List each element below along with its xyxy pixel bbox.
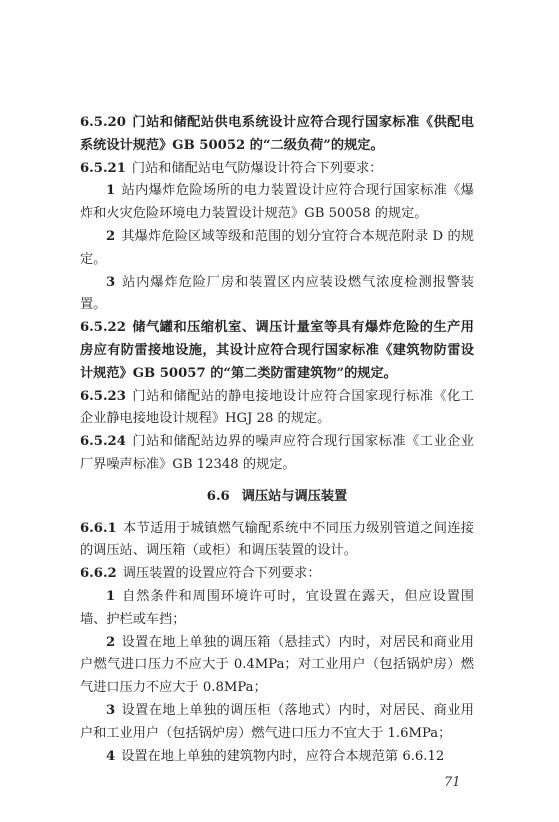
clause-6-6-2-item-3: 3 设置在地上单独的调压柜（落地式）内时，对居民、商业用户和工业用户（包括锅炉房）燃气进口压力不宜大于 1.6MPa； (80, 702, 474, 741)
clause-6-5-20: 6.5.20 门站和储配站供电系统设计应符合现行国家标准《供配电系统设计规范》GB 50052 的“二级负荷”的规定。 (80, 115, 474, 153)
clause-6-6-1: 6.6.1 本节适用于城镇燃气输配系统中不同压力级别管道之间连接的调压站、调压箱（或柜）和调压装置的设计。 (80, 520, 474, 559)
section-title: 调压站与调压装置 (241, 488, 348, 504)
section-heading (80, 486, 474, 509)
clause-6-6-2: 6.6.2 调压装置的设置应符合下列要求： (80, 566, 321, 582)
clause-6-5-21-item-3: 3 站内爆炸危险厂房和装置区内应装设燃气浓度检测报警装置。 (80, 274, 474, 313)
clause-6-5-21-item-2: 2 其爆炸危险区域等级和范围的划分宜符合本规范附录 D 的规定。 (80, 228, 474, 267)
clause-6-5-23: 6.5.23 门站和储配站的静电接地设计应符合国家现行标准《化工企业静电接地设计规程》HGJ 28 的规定。 (80, 388, 474, 427)
clause-6-6-2-item-2: 2 设置在地上单独的调压箱（悬挂式）内时，对居民和商业用户燃气进口压力不应大于 0.4MPa；对工业用户（包括锅炉房）燃气进口压力不应大于 0.8MPa； (80, 634, 474, 696)
clause-6-5-21: 6.5.21 门站和储配站电气防爆设计符合下列要求： (80, 160, 383, 176)
clause-6-5-21-item-1: 1 站内爆炸危险场所的电力装置设计应符合现行国家标准《爆炸和火灾危险环境电力装置设计规范》GB 50058 的规定。 (80, 183, 474, 222)
document-body (80, 112, 474, 768)
section-number: 6.6 (206, 488, 230, 504)
clause-6-6-2-item-1: 1 自然条件和周围环境许可时，宜设置在露天，但应设置围墙、护栏或车挡； (80, 588, 474, 627)
clause-6-5-24: 6.5.24 门站和储配站边界的噪声应符合现行国家标准《工业企业厂界噪声标准》GB 12348 的规定。 (80, 434, 474, 472)
page-number: 71 (444, 775, 461, 790)
clause-6-5-22: 6.5.22 储气罐和压缩机室、调压计量室等具有爆炸危险的生产用房应有防雷接地设施，其设计应符合现行国家标准《建筑物防雷设计规范》GB 50057 的“第二类防雷建筑物”的规定。 (80, 320, 474, 381)
clause-6-6-2-item-4: 4 设置在地上单独的建筑物内时，应符合本规范第 6.6.12 (106, 748, 445, 764)
